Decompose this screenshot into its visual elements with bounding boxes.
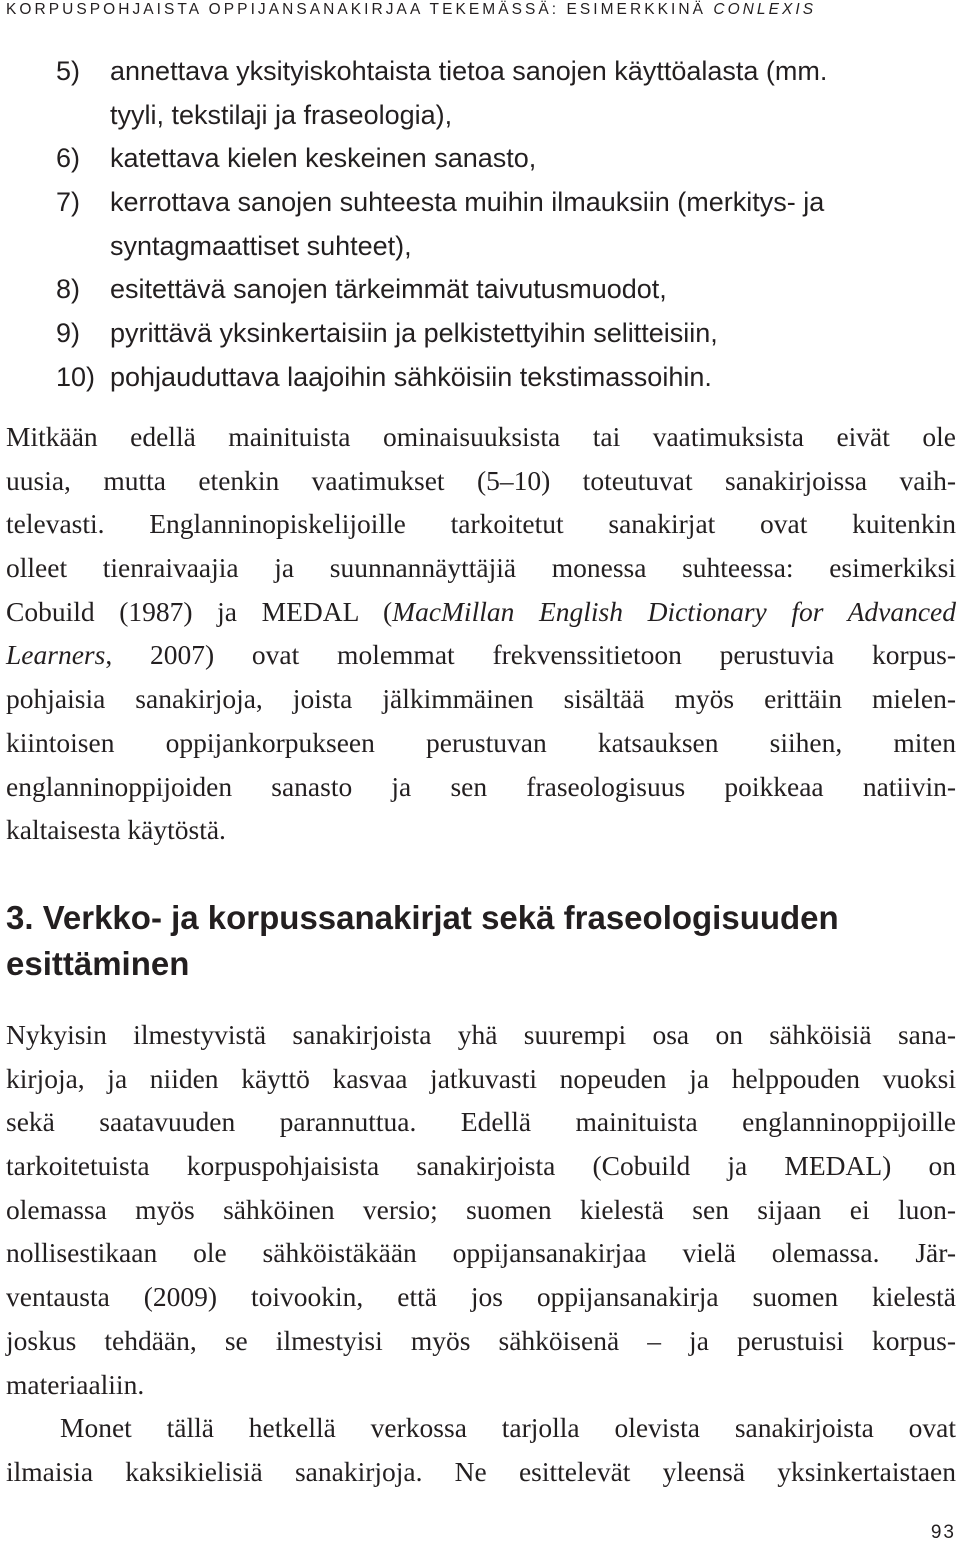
paragraph-line: uusia, mutta etenkin vaatimukset (5–10) toteutuvat sanakirjoissa vaih-: [6, 464, 956, 496]
list-item-text: katettava kielen keskeinen sanasto,: [110, 143, 537, 174]
paragraph-line: olemassa myös sähköinen versio; suomen kielestä sen sijaan ei luon-: [6, 1193, 956, 1225]
paragraph-line: joskus tehdään, se ilmestyisi myös sähköisenä – ja perustuisi korpus-: [6, 1324, 956, 1356]
dictionary-title: Learners: [6, 639, 106, 671]
list-item: [0, 137, 960, 181]
dictionary-title: MacMillan English Dictionary for Advanced: [392, 595, 956, 627]
paragraph-line: sekä saatavuuden parannuttua. Edellä mainituista englanninoppijoille: [6, 1106, 956, 1138]
paragraph-line: kirjoja, ja niiden käyttö kasvaa jatkuvasti nopeuden ja helppouden vuoksi: [6, 1062, 956, 1094]
running-header-italic: CONLEXIS: [713, 1, 817, 18]
paragraph-line: pohjaisia sanakirjoja, joista jälkimmäinen sisältää myös erittäin mielen-: [6, 683, 956, 715]
list-item-text: annettava yksityiskohtaista tietoa sanojen käyttöalasta (mm.: [110, 56, 828, 86]
paragraph-requirements: [6, 415, 956, 852]
running-header: [6, 0, 956, 20]
list-item-number: 9): [56, 318, 81, 349]
paragraph-line: nollisestikaan ole sähköistäkään oppijansanakirjaa vielä olemassa. Jär-: [6, 1237, 956, 1269]
list-item: [0, 312, 960, 356]
paragraph-line: Mitkään edellä mainituista ominaisuuksista tai vaatimuksista eivät ole: [6, 421, 956, 452]
running-header-text: KORPUSPOHJAISTA OPPIJANSANAKIRJAA TEKEMÄSSÄ: ESIMERKKINÄ: [6, 1, 714, 18]
section-heading: [6, 895, 956, 987]
paragraph-line: olleet tienraivaajia ja suunnannäyttäjiä monessa suhteessa: esimerkiksi: [6, 552, 956, 584]
list-item: [0, 181, 960, 225]
list-item: [0, 268, 960, 312]
paragraph-line: televasti. Englanninopiskelijoille tarkoitetut sanakirjat ovat kuitenkin: [6, 508, 956, 540]
requirements-list: [0, 50, 960, 400]
paragraph-online-dictionaries: [6, 1406, 956, 1493]
list-item: [0, 225, 960, 269]
list-item: [0, 356, 960, 400]
paragraph-line: kiintoisen oppijankorpukseen perustuvan katsauksen siihen, miten: [6, 726, 956, 758]
paragraph-line: [6, 590, 956, 634]
section-heading-line: 3. Verkko- ja korpussanakirjat sekä fraseologisuuden: [6, 899, 839, 936]
list-item-number: 8): [56, 274, 81, 305]
paragraph-text: Cobuild (1987) ja MEDAL (: [6, 595, 393, 627]
paragraph-line: [6, 633, 956, 677]
paragraph-line: ventausta (2009) toivookin, että jos oppijansanakirja suomen kielestä: [6, 1281, 956, 1313]
section-heading-line: esittäminen: [6, 945, 190, 982]
list-item-text: esitettävä sanojen tärkeimmät taivutusmuodot,: [110, 274, 667, 305]
list-item: [0, 94, 960, 138]
paragraph-line: ilmaisia kaksikielisiä sanakirjoja. Ne esittelevät yleensä yksinkertaistaen: [6, 1455, 956, 1487]
paragraph-line: Monet tällä hetkellä verkossa tarjolla olevista sanakirjoista ovat: [60, 1412, 956, 1443]
paragraph-electronic-dictionaries: [6, 1013, 956, 1406]
list-item-number: 10): [56, 361, 96, 392]
paragraph-text: , 2007) ovat molemmat frekvenssitietoon perustuvia korpus-: [105, 639, 956, 671]
list-item-text: pohjauduttava laajoihin sähköisiin tekstimassoihin.: [110, 361, 712, 392]
list-item-text: tyyli, tekstilaji ja fraseologia),: [110, 99, 453, 130]
paragraph-line: englanninoppijoiden sanasto ja sen fraseologisuus poikkeaa natiivin-: [6, 770, 956, 802]
paragraph-line: Nykyisin ilmestyvistä sanakirjoista yhä suurempi osa on sähköisiä sana-: [6, 1019, 956, 1050]
page-number: 93: [930, 1522, 956, 1543]
list-item-number: 7): [56, 187, 81, 218]
paragraph-line: tarkoitetuista korpuspohjaisista sanakirjoista (Cobuild ja MEDAL) on: [6, 1150, 956, 1182]
list-item-text: syntagmaattiset suhteet),: [110, 230, 412, 261]
list-item-text: kerrottava sanojen suhteesta muihin ilmauksiin (merkitys- ja: [110, 187, 825, 218]
list-item: [0, 50, 960, 94]
list-item-number: 5): [56, 56, 81, 86]
list-item-text: pyrittävä yksinkertaisiin ja pelkistettyihin selitteisiin,: [110, 318, 718, 349]
paragraph-line: materiaaliin.: [6, 1368, 145, 1400]
paragraph-line: kaltaisesta käytöstä.: [6, 814, 226, 846]
list-item-number: 6): [56, 143, 81, 174]
